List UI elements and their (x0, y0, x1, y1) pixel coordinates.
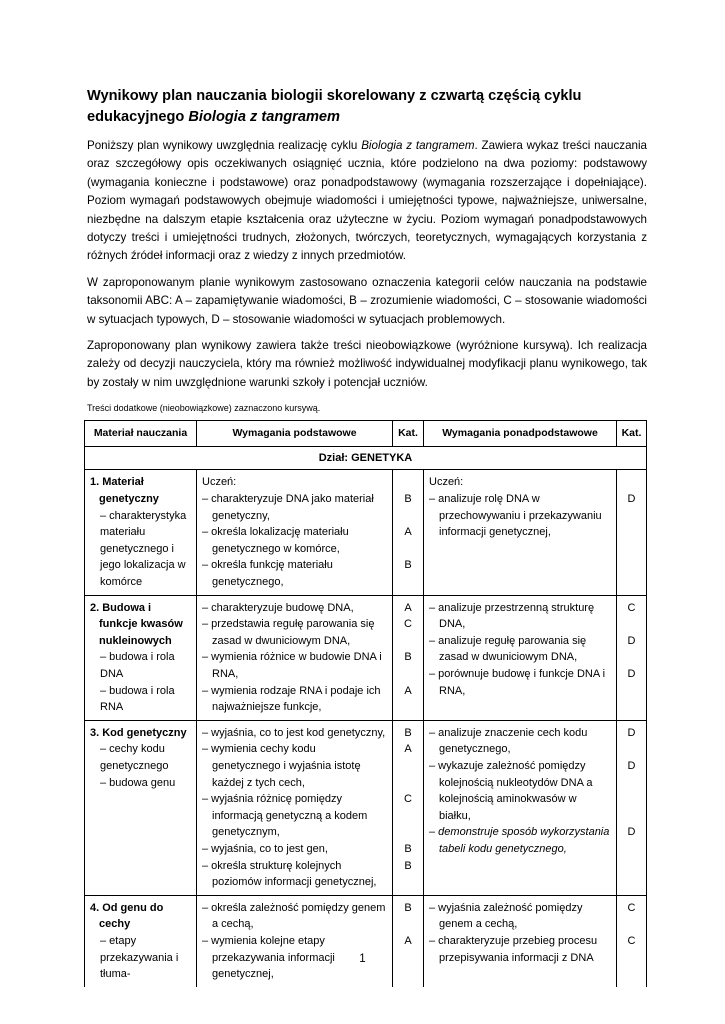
table-header-row (85, 421, 647, 447)
requirement-item: – demonstruje sposób wykorzystania tabeli kodu genetycznego, (429, 826, 610, 855)
requirement-item: Uczeń: (429, 476, 464, 489)
category-letter: D (627, 826, 636, 839)
category-letter: D (627, 634, 636, 647)
table-row (85, 595, 647, 720)
topic-subitem: – cechy kodu genetycznego (100, 743, 169, 772)
basic-requirements-cell (197, 720, 393, 895)
intro-paragraph-3: Zaproponowany plan wynikowy zawiera także treści nieobowiązkowe (wyróżnione kursywą). Ich realizacja zależy od decyzji nauczyciela, który ma również możliwość indywidualnej modyfikacji planu wynikowego, tak by zostały w nim uwzględnione warunki szkoły i potencjał uczniów. (87, 339, 647, 389)
requirement-item: – porównuje budowę i funkcje DNA i RNA, (429, 668, 606, 697)
advanced-requirements-cell (424, 595, 617, 720)
category-letter: B (404, 651, 412, 664)
category-letter: B (404, 726, 412, 739)
table-row (85, 720, 647, 895)
topic-title: 2. Budowa i funkcje kwasów nukleinowych (90, 601, 183, 647)
category-letter: B (404, 842, 412, 855)
requirement-item: – określa strukturę kolejnych poziomów informacji genetycznej, (202, 859, 377, 889)
requirement-item: – wymienia kolejne etapy przekazywania informacji genetycznej, (202, 934, 335, 981)
italic-note: Treści dodatkowe (nieobowiązkowe) zaznaczono kursywą. (87, 403, 321, 414)
basic-requirements-cell (197, 595, 393, 720)
requirement-item: – analizuje przestrzenną strukturę DNA, (429, 601, 595, 631)
requirements-table (84, 420, 647, 986)
category-letter: D (627, 668, 636, 680)
page-number: 1 (359, 953, 366, 965)
table-row (85, 470, 647, 595)
category-letter: D (627, 493, 636, 506)
requirement-item: – określa funkcję materiału genetycznego, (202, 559, 333, 589)
topic-title: 3. Kod genetyczny (90, 726, 187, 739)
advanced-requirements-cell (424, 470, 617, 595)
requirement-item: – charakteryzuje budowę DNA, (202, 601, 354, 614)
basic-kat-cell (393, 595, 424, 720)
category-letter: C (627, 601, 636, 614)
category-letter: A (404, 684, 412, 697)
col-header-kat-advanced: Kat. (617, 421, 647, 447)
topic-cell (85, 595, 197, 720)
requirement-item: – określa zależność pomiędzy genem a cechą, (202, 901, 386, 931)
requirement-item: – analizuje rolę DNA w przechowywaniu i przekazywaniu informacji genetycznej, (429, 493, 602, 539)
requirement-item: – analizuje regułę parowania się zasad w dwuniciowym DNA, (429, 634, 587, 664)
topic-title: 4. Od genu do cechy (90, 901, 164, 931)
requirement-item: – wymienia cechy kodu genetycznego i wyjaśnia istotę każdej z tych cech, (202, 743, 361, 789)
category-letter: C (404, 618, 412, 631)
requirement-item: – przedstawia regułę parowania się zasad w dwuniciowym DNA, (202, 618, 375, 647)
topic-subitem: – budowa i rola DNA (100, 651, 175, 680)
requirement-item: Uczeń: (202, 476, 237, 489)
basic-requirements-cell (197, 895, 393, 986)
advanced-kat-cell (617, 470, 647, 595)
requirement-item: – określa lokalizację materiału genetycznego w komórce, (202, 526, 349, 555)
category-letter: D (627, 759, 636, 772)
category-letter: A (404, 743, 412, 756)
col-header-kat-basic: Kat. (393, 421, 424, 447)
col-header-basic: Wymagania podstawowe (197, 421, 393, 447)
category-letter: B (404, 559, 412, 572)
advanced-kat-cell (617, 720, 647, 895)
topic-cell (85, 720, 197, 895)
basic-requirements-cell (197, 470, 393, 595)
requirement-item: – charakteryzuje przebieg procesu przepisywania informacji z DNA (429, 934, 598, 964)
category-letter: C (627, 901, 636, 914)
col-header-advanced: Wymagania ponadpodstawowe (424, 421, 617, 447)
requirement-item: – wyjaśnia, co to jest kod genetyczny, (202, 726, 386, 739)
basic-kat-cell (393, 895, 424, 986)
topic-subitem: – etapy przekazywania i tłuma- (100, 934, 179, 981)
requirement-item: – wyjaśnia różnicę pomiędzy informacją genetyczną a kodem genetycznym, (202, 793, 368, 839)
advanced-kat-cell (617, 895, 647, 986)
requirement-item: – wymienia różnice w budowie DNA i RNA, (202, 651, 382, 680)
category-letter: B (404, 493, 412, 506)
advanced-kat-cell (617, 595, 647, 720)
col-header-material: Materiał nauczania (85, 421, 197, 447)
table-row (85, 895, 647, 986)
requirement-item: – wyjaśnia, co to jest gen, (202, 842, 328, 855)
topic-subitem: – charakterystyka materiału genetycznego i jego lokalizacja w komórce (100, 509, 187, 589)
requirement-item: – charakteryzuje DNA jako materiał genetyczny, (202, 493, 374, 522)
topic-cell (85, 470, 197, 595)
topic-title: 1. Materiał genetyczny (90, 476, 159, 506)
category-letter: B (404, 859, 412, 872)
section-row (85, 446, 647, 470)
section-heading: Dział: GENETYKA (85, 446, 647, 470)
topic-cell (85, 895, 197, 986)
intro-paragraph-1: Poniższy plan wynikowy uwzględnia realizację cyklu Biologia z tangramem. Zawiera wykaz treści nauczania oraz szczegółowy opis oczekiwanych osiągnięć ucznia, które podzielono na dwa poziomy: podstawowy (wymagania konieczne i podstawowe) oraz ponadpodstawowy (wymagania rozszerzające i dopełniające). Poziom wymagań podstawowych obejmuje wiadomości i umiejętności typowe, najważniejsze, uniwersalne, niezbędne na dalszym etapie kształcenia oraz użyteczne w życiu. Poziom wymagań ponadpodstawowych dotyczy treści i umiejętności trudnych, złożonych, twórczych, teoretycznych, wymagających korzystania z różnych źródeł informacji oraz z wiedzy z innych przedmiotów. (87, 139, 647, 263)
requirement-item: – wyjaśnia zależność pomiędzy genem a cechą, (429, 901, 583, 931)
topic-subitem: – budowa i rola RNA (100, 684, 175, 714)
page-title: Wynikowy plan nauczania biologii skorelowany z czwartą częścią cyklu edukacyjnego Biologia z tangramem (87, 88, 582, 125)
requirement-item: – analizuje znaczenie cech kodu genetycznego, (429, 726, 588, 756)
category-letter: D (627, 726, 636, 739)
document-page (87, 86, 647, 987)
category-letter: A (404, 601, 412, 614)
requirement-item: – wykazuje zależność pomiędzy kolejnością nukleotydów DNA a kolejnością aminokwasów w białku, (429, 759, 593, 822)
requirement-item: – wymienia rodzaje RNA i podaje ich najważniejsze funkcje, (202, 684, 381, 714)
advanced-requirements-cell (424, 720, 617, 895)
intro-paragraph-2: W zaproponowanym planie wynikowym zastosowano oznaczenia kategorii celów nauczania na podstawie taksonomii ABC: A – zapamiętywanie wiadomości, B – zrozumienie wiadomości, C – stosowanie wiadomości w sytuacjach typowych, D – stosowanie wiadomości w sytuacjach problemowych. (87, 275, 647, 326)
topic-subitem: – budowa genu (100, 776, 176, 789)
category-letter: A (404, 526, 412, 539)
category-letter: C (404, 793, 412, 806)
category-letter: A (404, 934, 412, 947)
category-letter: B (404, 901, 412, 914)
category-letter: C (627, 934, 636, 947)
advanced-requirements-cell (424, 895, 617, 986)
basic-kat-cell (393, 470, 424, 595)
basic-kat-cell (393, 720, 424, 895)
